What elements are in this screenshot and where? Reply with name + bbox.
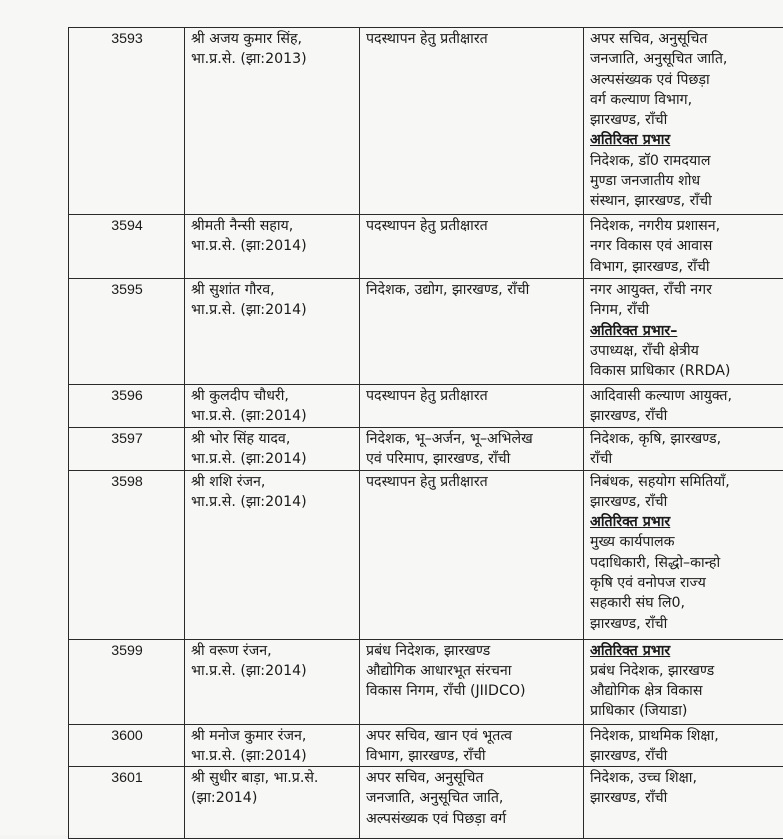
transfer-posting-table bbox=[68, 27, 783, 839]
cell-line: भा.प्र.से. (झा:2014) bbox=[191, 449, 354, 469]
new-posting-cell bbox=[584, 385, 783, 428]
officer-name-cell bbox=[185, 767, 360, 839]
serial-number-cell bbox=[69, 639, 185, 724]
table-row bbox=[69, 28, 783, 215]
additional-charge-label: अतिरिक्त प्रभार bbox=[590, 130, 783, 150]
serial-number-cell bbox=[69, 385, 185, 428]
officer-name-cell bbox=[185, 427, 360, 470]
new-posting-cell bbox=[584, 427, 783, 470]
table-row bbox=[69, 767, 783, 839]
cell-line: झारखण्ड, राँची bbox=[590, 406, 783, 426]
additional-charge-label: अतिरिक्त प्रभार bbox=[590, 641, 783, 661]
cell-line: संस्थान, झारखण्ड, राँची bbox=[590, 191, 783, 211]
table-row bbox=[69, 215, 783, 279]
cell-line: पदस्थापन हेतु प्रतीक्षारत bbox=[366, 216, 578, 236]
cell-line: निदेशक, डॉ0 रामदयाल bbox=[590, 151, 783, 171]
current-posting-cell bbox=[360, 639, 584, 724]
cell-line: निदेशक, उच्च शिक्षा, bbox=[590, 768, 783, 788]
cell-line: वर्ग कल्याण विभाग, bbox=[590, 90, 783, 110]
cell-line: भा.प्र.से. (झा:2014) bbox=[191, 746, 354, 766]
cell-line: निबंधक, सहयोग समितियाँ, bbox=[590, 472, 783, 492]
cell-line: श्री कुलदीप चौधरी, bbox=[191, 386, 354, 406]
cell-line: भा.प्र.से. (झा:2014) bbox=[191, 492, 354, 512]
cell-line: प्रबंध निदेशक, झारखण्ड bbox=[590, 661, 783, 681]
cell-line: निदेशक, नगरीय प्रशासन, bbox=[590, 216, 783, 236]
current-posting-cell bbox=[360, 724, 584, 767]
serial-number: 3599 bbox=[111, 643, 143, 659]
cell-line: अल्पसंख्यक एवं पिछड़ा bbox=[590, 70, 783, 90]
cell-line: विभाग, झारखण्ड, राँची bbox=[366, 746, 578, 766]
cell-line: निगम, राँची bbox=[590, 300, 783, 320]
cell-line: पदस्थापन हेतु प्रतीक्षारत bbox=[366, 386, 578, 406]
cell-line: आदिवासी कल्याण आयुक्त, bbox=[590, 386, 783, 406]
cell-line: कृषि एवं वनोपज राज्य bbox=[590, 573, 783, 593]
serial-number-cell bbox=[69, 470, 185, 639]
serial-number-cell bbox=[69, 28, 185, 215]
new-posting-cell bbox=[584, 215, 783, 279]
officer-name-cell bbox=[185, 385, 360, 428]
serial-number: 3598 bbox=[111, 474, 143, 490]
cell-line: निदेशक, उद्योग, झारखण्ड, राँची bbox=[366, 280, 578, 300]
cell-line: भा.प्र.से. (झा:2014) bbox=[191, 236, 354, 256]
cell-line: भा.प्र.से. (झा:2014) bbox=[191, 661, 354, 681]
cell-line: (झा:2014) bbox=[191, 788, 354, 808]
new-posting-cell bbox=[584, 28, 783, 215]
serial-number: 3597 bbox=[111, 431, 143, 447]
serial-number-cell bbox=[69, 215, 185, 279]
current-posting-cell bbox=[360, 470, 584, 639]
officer-name-cell bbox=[185, 279, 360, 385]
cell-line: झारखण्ड, राँची bbox=[590, 746, 783, 766]
officer-name-cell bbox=[185, 28, 360, 215]
additional-charge-label: अतिरिक्त प्रभार bbox=[590, 512, 783, 532]
new-posting-cell bbox=[584, 724, 783, 767]
cell-line: उपाध्यक्ष, राँची क्षेत्रीय bbox=[590, 341, 783, 361]
cell-line: भा.प्र.से. (झा:2014) bbox=[191, 406, 354, 426]
cell-line: अपर सचिव, अनुसूचित bbox=[590, 29, 783, 49]
current-posting-cell bbox=[360, 427, 584, 470]
cell-line: जनजाति, अनुसूचित जाति, bbox=[366, 788, 578, 808]
cell-line: श्री सुशांत गौरव, bbox=[191, 280, 354, 300]
cell-line: विभाग, झारखण्ड, राँची bbox=[590, 257, 783, 277]
additional-charge-label: अतिरिक्त प्रभार– bbox=[590, 321, 783, 341]
table-row bbox=[69, 427, 783, 470]
new-posting-cell bbox=[584, 639, 783, 724]
serial-number: 3595 bbox=[111, 282, 143, 298]
officer-name-cell bbox=[185, 639, 360, 724]
cell-line: मुण्डा जनजातीय शोध bbox=[590, 171, 783, 191]
current-posting-cell bbox=[360, 767, 584, 839]
cell-line: विकास प्राधिकार (RRDA) bbox=[590, 361, 783, 381]
cell-line: श्री अजय कुमार सिंह, bbox=[191, 29, 354, 49]
cell-line: भा.प्र.से. (झा:2014) bbox=[191, 300, 354, 320]
officer-name-cell bbox=[185, 470, 360, 639]
cell-line: पदस्थापन हेतु प्रतीक्षारत bbox=[366, 29, 578, 49]
cell-line: निदेशक, भू–अर्जन, भू–अभिलेख bbox=[366, 429, 578, 449]
officer-name-cell bbox=[185, 215, 360, 279]
cell-line: जनजाति, अनुसूचित जाति, bbox=[590, 49, 783, 69]
serial-number: 3593 bbox=[111, 31, 143, 47]
cell-line: प्राधिकार (जियाडा) bbox=[590, 701, 783, 721]
cell-line: नगर विकास एवं आवास bbox=[590, 236, 783, 256]
cell-line: सहकारी संघ लि0, bbox=[590, 593, 783, 613]
new-posting-cell bbox=[584, 767, 783, 839]
cell-line: श्री भोर सिंह यादव, bbox=[191, 429, 354, 449]
cell-line: निदेशक, कृषि, झारखण्ड, bbox=[590, 429, 783, 449]
new-posting-cell bbox=[584, 470, 783, 639]
cell-line: भा.प्र.से. (झा:2013) bbox=[191, 49, 354, 69]
cell-line: राँची bbox=[590, 449, 783, 469]
cell-line: झारखण्ड, राँची bbox=[590, 110, 783, 130]
cell-line: श्री मनोज कुमार रंजन, bbox=[191, 726, 354, 746]
cell-line: औद्योगिक आधारभूत संरचना bbox=[366, 661, 578, 681]
cell-line: नगर आयुक्त, राँची नगर bbox=[590, 280, 783, 300]
cell-line: पदस्थापन हेतु प्रतीक्षारत bbox=[366, 472, 578, 492]
cell-line: अल्पसंख्यक एवं पिछड़ा वर्ग bbox=[366, 809, 578, 829]
table-row bbox=[69, 470, 783, 639]
cell-line: मुख्य कार्यपालक bbox=[590, 532, 783, 552]
cell-line: निदेशक, प्राथमिक शिक्षा, bbox=[590, 726, 783, 746]
cell-line: श्री सुधीर बाड़ा, भा.प्र.से. bbox=[191, 768, 354, 788]
cell-line: प्रबंध निदेशक, झारखण्ड bbox=[366, 641, 578, 661]
cell-line: विकास निगम, राँची (JIIDCO) bbox=[366, 681, 578, 701]
current-posting-cell bbox=[360, 215, 584, 279]
cell-line: श्रीमती नैन्सी सहाय, bbox=[191, 216, 354, 236]
cell-line: पदाधिकारी, सिद्धो–कान्हो bbox=[590, 553, 783, 573]
table-row bbox=[69, 639, 783, 724]
current-posting-cell bbox=[360, 28, 584, 215]
cell-line: श्री वरूण रंजन, bbox=[191, 641, 354, 661]
serial-number: 3596 bbox=[111, 388, 143, 404]
serial-number-cell bbox=[69, 279, 185, 385]
cell-line: झारखण्ड, राँची bbox=[590, 492, 783, 512]
new-posting-cell bbox=[584, 279, 783, 385]
table-row bbox=[69, 724, 783, 767]
current-posting-cell bbox=[360, 385, 584, 428]
cell-line: अपर सचिव, अनुसूचित bbox=[366, 768, 578, 788]
serial-number-cell bbox=[69, 427, 185, 470]
cell-line: अपर सचिव, खान एवं भूतत्व bbox=[366, 726, 578, 746]
officer-name-cell bbox=[185, 724, 360, 767]
serial-number-cell bbox=[69, 767, 185, 839]
serial-number: 3600 bbox=[111, 728, 143, 744]
cell-line: श्री शशि रंजन, bbox=[191, 472, 354, 492]
cell-line: औद्योगिक क्षेत्र विकास bbox=[590, 681, 783, 701]
table-row bbox=[69, 385, 783, 428]
cell-line: एवं परिमाप, झारखण्ड, राँची bbox=[366, 449, 578, 469]
cell-line: झारखण्ड, राँची bbox=[590, 614, 783, 634]
cell-line: झारखण्ड, राँची bbox=[590, 788, 783, 808]
serial-number: 3594 bbox=[111, 218, 143, 234]
table-row bbox=[69, 279, 783, 385]
table-body bbox=[69, 28, 783, 839]
serial-number: 3601 bbox=[111, 770, 143, 786]
current-posting-cell bbox=[360, 279, 584, 385]
serial-number-cell bbox=[69, 724, 185, 767]
